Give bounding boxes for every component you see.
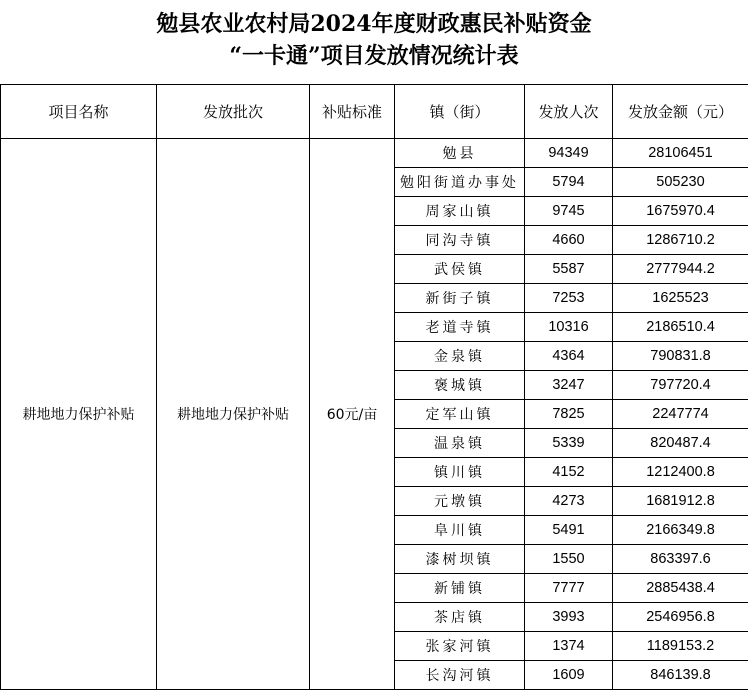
header-people: 发放人次 <box>525 85 613 139</box>
town-cell: 新铺镇 <box>395 574 525 603</box>
header-batch: 发放批次 <box>157 85 310 139</box>
header-row <box>1 85 748 139</box>
document-title <box>0 0 748 84</box>
header-town: 镇（街） <box>395 85 525 139</box>
town-cell: 长沟河镇 <box>395 661 525 690</box>
town-cell: 定军山镇 <box>395 400 525 429</box>
town-cell: 同沟寺镇 <box>395 226 525 255</box>
amount-cell: 1189153.2 <box>613 632 748 661</box>
amount-cell: 505230 <box>613 168 748 197</box>
subsidy-table <box>0 84 748 690</box>
merged-standard: 60元/亩 <box>310 139 395 690</box>
town-cell: 元墩镇 <box>395 487 525 516</box>
people-cell: 4273 <box>525 487 613 516</box>
people-cell: 5587 <box>525 255 613 284</box>
town-cell: 漆树坝镇 <box>395 545 525 574</box>
town-cell: 老道寺镇 <box>395 313 525 342</box>
header-project-name: 项目名称 <box>1 85 157 139</box>
title-line-1: 勉县农业农村局2024年度财政惠民补贴资金 <box>0 8 748 40</box>
amount-cell: 846139.8 <box>613 661 748 690</box>
people-cell: 10316 <box>525 313 613 342</box>
table-body <box>1 139 748 690</box>
amount-cell: 1681912.8 <box>613 487 748 516</box>
amount-cell: 2166349.8 <box>613 516 748 545</box>
town-cell: 金泉镇 <box>395 342 525 371</box>
people-cell: 5491 <box>525 516 613 545</box>
people-cell: 4152 <box>525 458 613 487</box>
town-cell: 新街子镇 <box>395 284 525 313</box>
amount-cell: 1625523 <box>613 284 748 313</box>
title-line-2: “一卡通”项目发放情况统计表 <box>0 40 748 72</box>
table-row <box>1 139 748 168</box>
people-cell: 1374 <box>525 632 613 661</box>
amount-cell: 2247774 <box>613 400 748 429</box>
people-cell: 5339 <box>525 429 613 458</box>
amount-cell: 797720.4 <box>613 371 748 400</box>
people-cell: 7825 <box>525 400 613 429</box>
town-cell: 张家河镇 <box>395 632 525 661</box>
town-cell: 镇川镇 <box>395 458 525 487</box>
people-cell: 4660 <box>525 226 613 255</box>
people-cell: 9745 <box>525 197 613 226</box>
people-cell: 5794 <box>525 168 613 197</box>
town-cell: 阜川镇 <box>395 516 525 545</box>
people-cell: 1609 <box>525 661 613 690</box>
town-cell: 温泉镇 <box>395 429 525 458</box>
header-amount: 发放金额（元） <box>613 85 748 139</box>
merged-project-name: 耕地地力保护补贴 <box>1 139 157 690</box>
merged-batch: 耕地地力保护补贴 <box>157 139 310 690</box>
amount-cell: 2885438.4 <box>613 574 748 603</box>
people-cell: 7777 <box>525 574 613 603</box>
people-cell: 94349 <box>525 139 613 168</box>
town-cell: 武侯镇 <box>395 255 525 284</box>
people-cell: 1550 <box>525 545 613 574</box>
amount-cell: 1212400.8 <box>613 458 748 487</box>
people-cell: 7253 <box>525 284 613 313</box>
amount-cell: 1675970.4 <box>613 197 748 226</box>
town-cell: 褒城镇 <box>395 371 525 400</box>
town-cell: 勉阳街道办事处 <box>395 168 525 197</box>
header-standard: 补贴标准 <box>310 85 395 139</box>
amount-cell: 790831.8 <box>613 342 748 371</box>
amount-cell: 1286710.2 <box>613 226 748 255</box>
people-cell: 4364 <box>525 342 613 371</box>
amount-cell: 28106451 <box>613 139 748 168</box>
town-cell: 周家山镇 <box>395 197 525 226</box>
people-cell: 3247 <box>525 371 613 400</box>
town-cell: 勉县 <box>395 139 525 168</box>
amount-cell: 2186510.4 <box>613 313 748 342</box>
amount-cell: 2777944.2 <box>613 255 748 284</box>
town-cell: 茶店镇 <box>395 603 525 632</box>
amount-cell: 863397.6 <box>613 545 748 574</box>
people-cell: 3993 <box>525 603 613 632</box>
amount-cell: 820487.4 <box>613 429 748 458</box>
amount-cell: 2546956.8 <box>613 603 748 632</box>
